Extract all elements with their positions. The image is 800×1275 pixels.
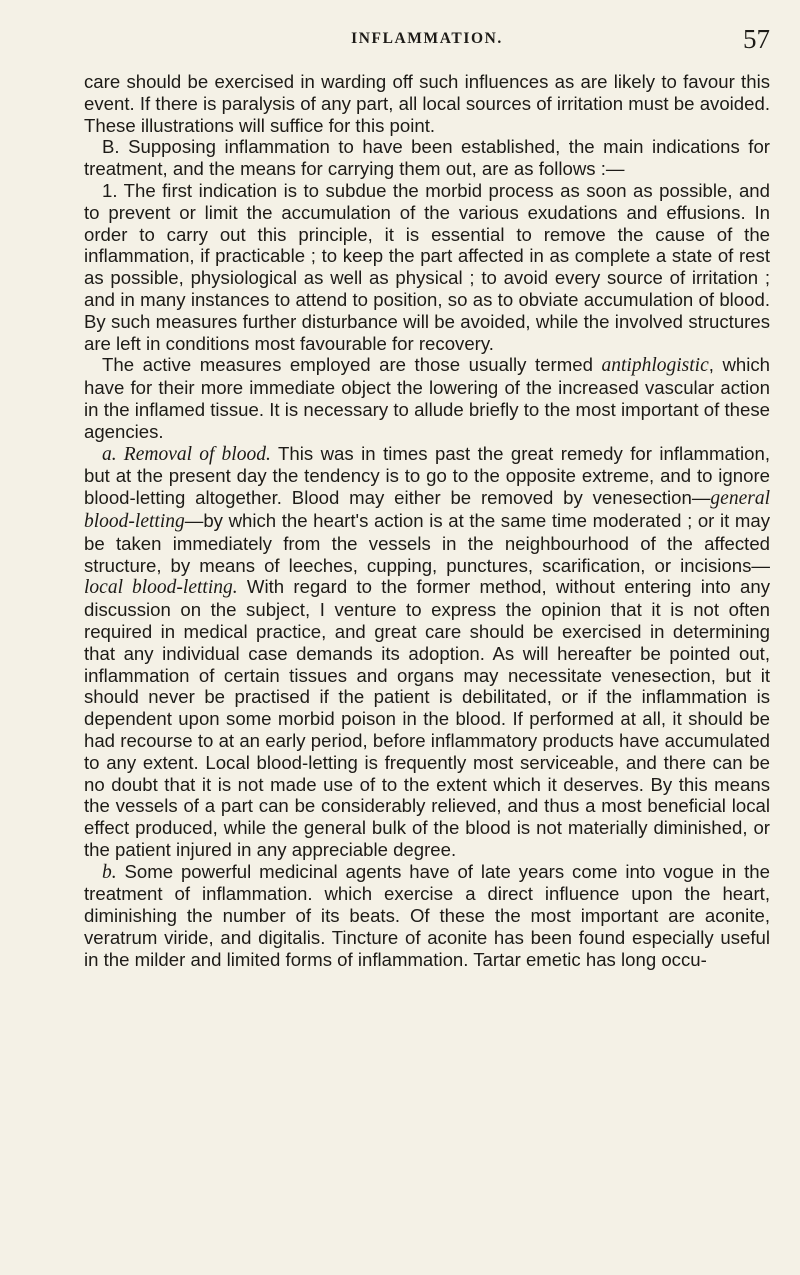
body-text	[84, 71, 770, 971]
text-segment: Some powerful medicinal agents have of late years come into vogue in the treatment of inflammation. which exercise a direct influence upon the heart, diminishing the number of its beats. Of these the most important are aconite, veratrum viride, and digitalis. Tincture of aconite has been found especially useful in the milder and limited forms of inflammation. Tartar emetic has long occu-	[84, 860, 770, 970]
italic-term: general blood-letting	[84, 488, 770, 532]
text-segment: 1. The first indication is to subdue the morbid process as soon as possible, and to prevent or limit the accumulation of the various exudations and effusions. In order to carry out this principle, it is essential to remove the cause of the inflammation, if practicable ; to keep the part affected in as complete a state of rest as possible, physiological as well as physical ; to avoid every source of irritation ; and in many instances to attend to position, so as to obviate accumulation of blood. By such measures further disturbance will be avoided, while the involved structures are left in conditions most favourable for recovery.	[84, 179, 770, 354]
text-segment: B. Supposing inflammation to have been established, the main indications for treatment, and the means for carrying them out, are as follows :—	[84, 136, 770, 180]
italic-term: antiphlogistic	[601, 355, 709, 377]
text-segment: care should be exercised in warding off such influences as are likely to favour this event. If there is paralysis of any part, all local sources of irritation must be avoided. These illustrations will suffice for this point.	[84, 71, 770, 136]
paragraph	[84, 443, 770, 861]
page-header	[84, 24, 770, 60]
paragraph	[84, 354, 770, 442]
text-segment: , which have for their more immediate object the lowering of the increased vascular action in the inflamed tissue. It is necessary to allude briefly to the most important of these agencies.	[84, 354, 770, 442]
paragraph	[84, 136, 770, 180]
section-heading-italic: a. Removal of blood.	[102, 443, 271, 465]
paragraph	[84, 861, 770, 971]
running-head: INFLAMMATION.	[351, 30, 503, 47]
paragraph	[84, 180, 770, 354]
text-segment: This was in times past the great remedy for inflammation, but at the present day the tendency is to go to the opposite extreme, and to ignore blood-letting altogether. Blood may either be removed by venesection—	[84, 442, 770, 509]
text-segment: The active measures employed are those usually termed	[102, 354, 602, 376]
page-number: 57	[743, 24, 770, 54]
italic-term: local blood-letting.	[84, 577, 238, 599]
paragraph	[84, 71, 770, 136]
text-segment: With regard to the former method, without entering into any discussion on the subject, I venture to express the opinion that it is not often required in medical practice, and great care should be exercised in determining that any individual case demands its adoption. As will hereafter be pointed out, inflammation of certain tissues and organs may necessitate venesection, but it should never be practised if the patient is debilitated, or if the inflammation is dependent upon some morbid poison in the blood. If performed at all, it should be had recourse to at an early period, before inflammatory products have accumulated to any extent. Local blood-letting is frequently most serviceable, and there can be no doubt that it is not made use of to the extent which it deserves. By this means the vessels of a part can be considerably relieved, and thus a most beneficial local effect produced, while the general bulk of the blood is not materially diminished, or the patient injured in any appreciable degree.	[84, 576, 770, 860]
text-segment: —by which the heart's action is at the same time moderated ; or it may be taken immediately from the vessels in the neighbourhood of the affected structure, by means of leeches, cupping, punctures, scarification, or incisions—	[84, 509, 770, 576]
section-heading-italic: b.	[102, 861, 117, 883]
